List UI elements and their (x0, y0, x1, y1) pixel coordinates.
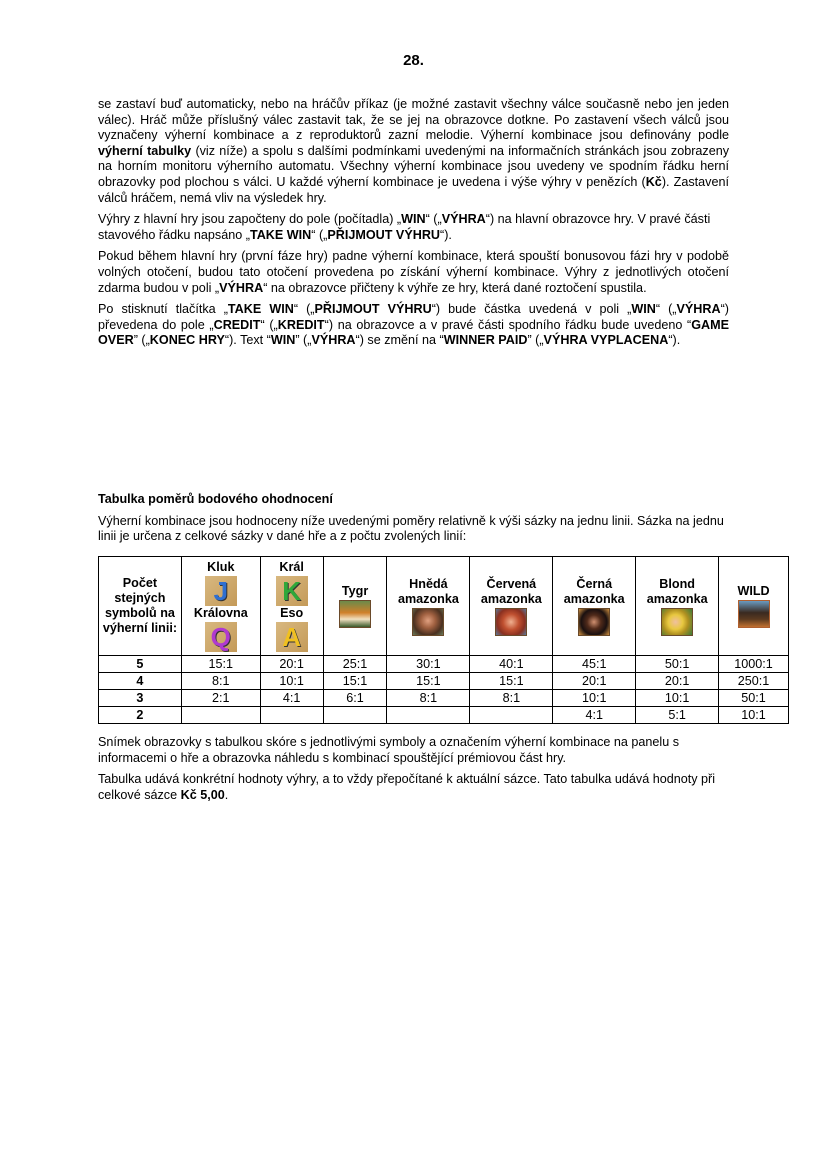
payout-cell: 20:1 (553, 673, 636, 690)
symbol-label: Červená amazonka (480, 576, 542, 606)
payout-cell: 45:1 (553, 656, 636, 673)
text: Pokud během hlavní hry (první fáze hry) padne výherní kombinace, která spouští bonusovou fázi hry v podobě volných otočení, budou tato otočení provedena po získání výherní kombinace. Výhry z jednotlivých otočení zdarma budou v poli „ (98, 249, 729, 295)
after-table-text (98, 735, 729, 809)
payout-cell (470, 707, 553, 724)
bold-text: VÝHRA (441, 212, 486, 227)
payout-cell: 2:1 (181, 690, 260, 707)
brown-amazon-icon (412, 608, 444, 636)
red-amazon-icon (495, 608, 527, 636)
section-heading: Tabulka poměrů bodového ohodnocení (98, 492, 333, 506)
bold-text: TAKE WIN (249, 227, 312, 242)
symbol-label: Tygr (341, 584, 369, 598)
paragraph-bonus (98, 249, 729, 296)
wild-horse-icon (738, 600, 770, 628)
payout-cell: 15:1 (323, 673, 387, 690)
text: ). Zastavení válců hráčem, nemá vliv na výsledek hry. (98, 174, 729, 205)
paragraph-take-win (98, 302, 729, 349)
text: ” („ (527, 333, 544, 348)
symbol-label: Královna (193, 606, 248, 620)
column-header-king-ace (260, 557, 323, 656)
bold-text: PŘIJMOUT VÝHRU (327, 227, 441, 242)
symbol-count: 2 (99, 707, 182, 724)
column-header-tiger (323, 557, 387, 656)
text: “). Text “ (224, 333, 271, 348)
text: “ („ (293, 302, 315, 317)
payout-cell: 8:1 (387, 690, 470, 707)
symbol-label: Kluk (207, 560, 235, 574)
paytable-section (98, 492, 729, 551)
paytable (98, 556, 789, 724)
payout-cell (260, 707, 323, 724)
payout-cell: 8:1 (181, 673, 260, 690)
text: “ („ (425, 212, 442, 227)
column-header-brown-amazon (387, 557, 470, 656)
payout-cell: 20:1 (260, 656, 323, 673)
text: (viz níže) a spolu s dalšími podmínkami uvedenými na informačních stránkách jsou zobrazeny na horním monitoru výherního automatu. Všechny výherní kombinace jsou uvedeny ve spodním řádku herní obrazovky pod plochou s válci. U každé výherní kombinace je uvedena i výše výhry v penězích ( (98, 143, 730, 189)
table-row (99, 673, 789, 690)
bold-text: CREDIT (213, 317, 261, 332)
screenshot-caption: Snímek obrazovky s tabulkou skóre s jednotlivými symboly a označením výherní kombinace na panelu s informacemi o hře a obrazovka náhledu s kombinací spouštějící prémiovou část hry. (98, 735, 679, 765)
payout-cell: 15:1 (181, 656, 260, 673)
payout-cell (387, 707, 470, 724)
text: “). (440, 227, 452, 242)
payout-cell: 30:1 (387, 656, 470, 673)
column-header-red-amazon (470, 557, 553, 656)
bold-text: Kč 5,00 (180, 787, 225, 802)
bold-text: GAME OVER (98, 317, 729, 348)
text: “) na obrazovce a v pravé části spodního řádku bude uvedeno “ (324, 317, 692, 332)
paragraph-win-field (98, 212, 729, 243)
symbol-label: Eso (280, 606, 304, 620)
payout-cell: 4:1 (260, 690, 323, 707)
payout-cell: 40:1 (470, 656, 553, 673)
bold-text: TAKE WIN (227, 302, 294, 317)
page-number: 28. (403, 52, 424, 69)
bold-text: KONEC HRY (149, 333, 225, 348)
row-header-label: Počet stejných symbolů na výherní linii: (102, 576, 178, 635)
symbol-label: Hnědá amazonka (397, 576, 459, 606)
bold-text: WIN (631, 302, 656, 317)
blond-amazon-icon (661, 608, 693, 636)
text: “) převedena do pole „ (98, 302, 729, 332)
bold-text: WIN (270, 333, 296, 348)
text: “ na obrazovce přičteny k výhře ze hry, která dané roztočení spustila. (263, 280, 647, 295)
bet-note (98, 772, 729, 803)
bold-text: výherní tabulky (98, 143, 192, 158)
payout-cell: 4:1 (553, 707, 636, 724)
payout-cell: 10:1 (719, 707, 789, 724)
text: Po stisknutí tlačítka „ (98, 302, 228, 317)
text: se zastaví buď automaticky, nebo na hráčův příkaz (je možné zastavit všechny válce současně nebo jen jeden válec). Hráč může příslušný válec zastavit tak, že se jej na obrazovce dotkne. Po zastavení všech válců jsou vyznačeny výherní kombinace a z reproduktorů zazní melodie. Výherní kombinace jsou definovány podle (98, 97, 729, 143)
black-amazon-icon (578, 608, 610, 636)
letter-q-icon: Q (205, 622, 237, 652)
payout-cell: 5:1 (636, 707, 719, 724)
text: . (224, 787, 229, 802)
text: “) bude částka uvedená v poli „ (431, 302, 632, 317)
payout-cell (181, 707, 260, 724)
payout-cell: 25:1 (323, 656, 387, 673)
bold-text: VÝHRA (219, 280, 264, 295)
payout-cell: 250:1 (719, 673, 789, 690)
bold-text: VÝHRA (676, 302, 721, 317)
symbol-label: Král (279, 560, 304, 574)
symbol-label: WILD (737, 584, 770, 598)
symbol-label: Blond amazonka (646, 576, 708, 606)
symbol-count: 5 (99, 656, 182, 673)
table-row (99, 707, 789, 724)
column-header-jack-queen (181, 557, 260, 656)
payout-cell: 20:1 (636, 673, 719, 690)
section-intro: Výherní kombinace jsou hodnoceny níže uvedenými poměry relativně k výši sázky na jednu linii. Sázka na jednu linii je určena z celkové sázky v dané hře a z počtu zvolených linií: (98, 513, 724, 544)
bold-text: WIN (401, 212, 426, 227)
symbol-label: Černá amazonka (563, 576, 625, 606)
column-header-blond-amazon (636, 557, 719, 656)
text: “ („ (311, 227, 328, 242)
symbol-count: 4 (99, 673, 182, 690)
body-text (98, 97, 729, 355)
symbol-count: 3 (99, 690, 182, 707)
payout-cell: 50:1 (636, 656, 719, 673)
column-header-wild (719, 557, 789, 656)
payout-cell: 8:1 (470, 690, 553, 707)
bold-text: Kč (645, 174, 662, 189)
paytable-header-row (99, 557, 789, 656)
payout-cell: 15:1 (387, 673, 470, 690)
text: Výhry z hlavní hry jsou započteny do pole (počítadla) „ (98, 212, 402, 227)
letter-j-icon: J (205, 576, 237, 606)
tiger-icon (339, 600, 371, 628)
text: “) se změní na “ (355, 333, 444, 348)
bold-text: KREDIT (277, 317, 325, 332)
bold-text: VÝHRA VYPLACENA (543, 333, 669, 348)
text: ” („ (133, 333, 150, 348)
text: “) na hlavní obrazovce hry. V pravé části stavového řádku napsáno „ (98, 212, 711, 242)
payout-cell: 6:1 (323, 690, 387, 707)
bold-text: PŘIJMOUT VÝHRU (314, 302, 432, 317)
letter-k-icon: K (276, 576, 308, 606)
payout-cell: 50:1 (719, 690, 789, 707)
text: “). (668, 333, 681, 348)
text: “ („ (260, 317, 278, 332)
bold-text: WINNER PAID (443, 333, 528, 348)
table-row (99, 690, 789, 707)
payout-cell: 15:1 (470, 673, 553, 690)
bold-text: VÝHRA (311, 333, 356, 348)
row-header-cell (99, 557, 182, 656)
paragraph-reels (98, 97, 729, 206)
payout-cell: 1000:1 (719, 656, 789, 673)
payout-cell: 10:1 (636, 690, 719, 707)
letter-a-icon: A (276, 622, 308, 652)
text: ” („ (295, 333, 312, 348)
table-row (99, 656, 789, 673)
text: “ („ (655, 302, 677, 317)
text: Tabulka udává konkrétní hodnoty výhry, a to vždy přepočítané k aktuální sázce. Tato tabulka udává hodnoty při celkové sázce (98, 772, 716, 802)
payout-cell: 10:1 (553, 690, 636, 707)
payout-cell: 10:1 (260, 673, 323, 690)
payout-cell (323, 707, 387, 724)
column-header-black-amazon (553, 557, 636, 656)
